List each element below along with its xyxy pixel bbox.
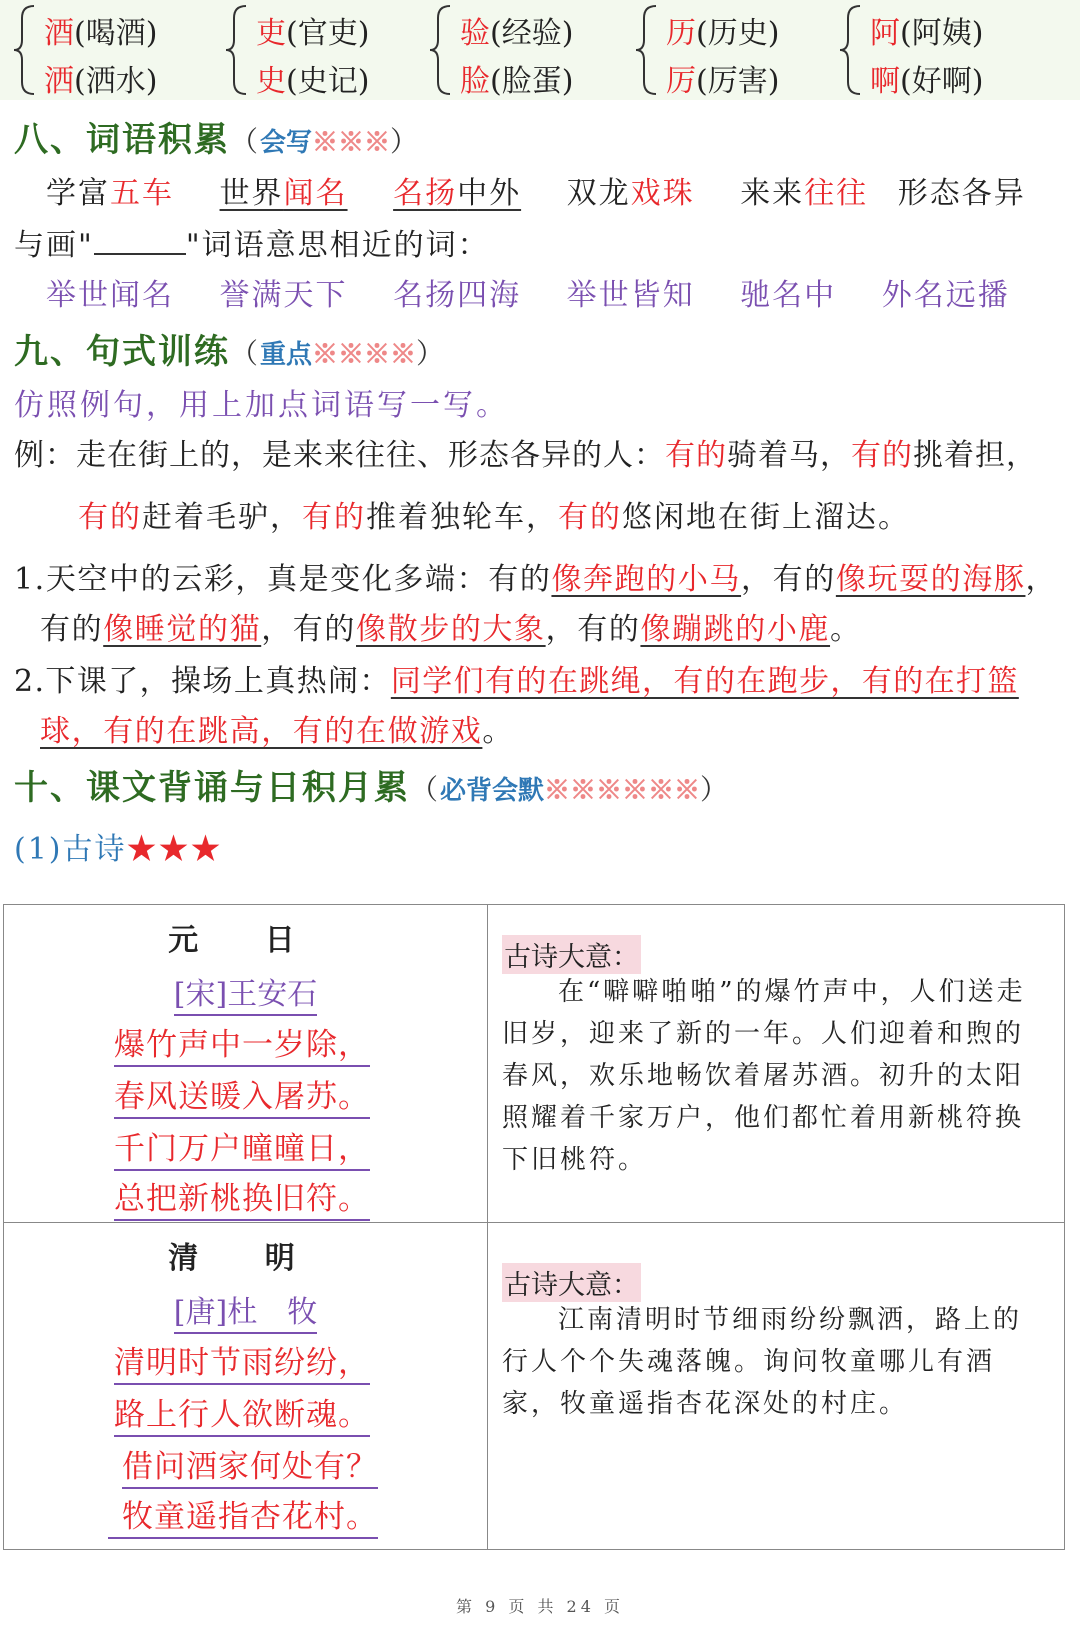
vocab-word: 学富五车 (46, 176, 174, 211)
poem-1-meaning-cell (488, 905, 1064, 1222)
pair-word-a: 历(历史) (666, 16, 780, 51)
pair-word-a: 酒(喝酒) (44, 16, 158, 51)
subsection-ancient-poems: (1)古诗★★★ (14, 832, 223, 867)
exercise-instruction: 仿照例句，用上加点词语写一写。 (14, 388, 509, 423)
vocab-word: 名扬中外 (393, 176, 522, 211)
synonym-word: 驰名中 (740, 278, 837, 313)
section-9-heading: 九、句式训练（重点※※※※） (14, 332, 447, 372)
pair-word-a: 阿(阿姨) (870, 16, 984, 51)
vocab-word: 形态各异 (897, 176, 1026, 211)
meaning-label: 古诗大意： (502, 1263, 641, 1302)
poem-author: [宋]王安石 (4, 969, 487, 1013)
synonym-prompt: 与画" "词语意思相近的词： (14, 228, 490, 263)
poem-table (3, 904, 1065, 1550)
poem-1-text-cell (4, 905, 487, 1222)
example-line-2: 有的赶着毛驴，有的推着独轮车，有的悠闲地在街上溜达。 (78, 500, 910, 535)
char-pairs-strip (0, 0, 1080, 100)
brace-icon (224, 4, 250, 96)
poem-line: 总把新桃换旧符。 (114, 1173, 370, 1221)
poem-line: 借问酒家何处有？ (122, 1441, 378, 1489)
example-line-1: 例：走在街上的，是来来往往、形态各异的人：有的骑着马，有的挑着担， (14, 438, 1037, 473)
poem-line: 清明时节雨纷纷， (114, 1337, 370, 1385)
vocab-word: 世界闻名 (219, 176, 348, 211)
synonym-word: 外名远播 (881, 278, 1010, 313)
pair-word-a: 吏(官吏) (256, 16, 370, 51)
brace-icon (838, 4, 864, 96)
synonym-word: 名扬四海 (393, 278, 522, 313)
synonym-word: 举世闻名 (46, 278, 174, 313)
question-1-line-2: 有的像睡觉的猫，有的像散步的大象，有的像蹦跳的小鹿。 (40, 612, 862, 647)
poem-author: [唐]杜 牧 (4, 1287, 487, 1331)
pair-word-b: 史(史记) (256, 64, 370, 99)
pair-word-b: 厉(厉害) (666, 64, 780, 99)
question-1-line-1: 1.天空中的云彩，真是变化多端：有的像奔跑的小马，有的像玩耍的海豚， (14, 562, 1058, 597)
synonym-word: 举世皆知 (566, 278, 695, 313)
vocab-word: 双龙戏珠 (566, 176, 695, 211)
pair-word-b: 啊(好啊) (870, 64, 984, 99)
poem-line: 牧童遥指杏花村。 (108, 1491, 378, 1539)
pair-word-b: 洒(洒水) (44, 64, 158, 99)
vocab-word: 来来往往 (740, 176, 869, 211)
poem-title: 清 明 (168, 1241, 323, 1276)
vocab-words-row (46, 168, 1026, 212)
poem-meaning: 江南清明时节细雨纷纷飘洒，路上的行人个个失魂落魄。询问牧童哪儿有酒家，牧童遥指杏花深处的村庄。 (502, 1305, 1023, 1419)
poem-title: 元 日 (168, 923, 323, 958)
brace-icon (428, 4, 454, 96)
blank-line (94, 227, 186, 255)
poem-2-meaning-cell (488, 1223, 1064, 1551)
meaning-label: 古诗大意： (502, 935, 641, 974)
poem-2-text-cell (4, 1223, 487, 1551)
synonym-word: 誉满天下 (219, 278, 348, 313)
section-8-heading: 八、词语积累（会写※※※） (14, 120, 421, 160)
poem-line: 路上行人欲断魂。 (114, 1389, 370, 1437)
question-2-line-1: 2.下课了，操场上真热闹：同学们有的在跳绳，有的在跑步，有的在打篮 (14, 664, 1019, 699)
section-10-heading: 十、课文背诵与日积月累（必背会默※※※※※※） (14, 768, 731, 808)
poem-line: 爆竹声中一岁除， (114, 1019, 370, 1067)
poem-line: 春风送暖入屠苏。 (114, 1071, 370, 1119)
page-footer: 第 9 页 共 24 页 (456, 1597, 624, 1616)
pair-word-a: 验(经验) (460, 16, 574, 51)
question-2-line-2: 球，有的在跳高，有的在做游戏。 (40, 714, 515, 749)
pair-word-b: 脸(脸蛋) (460, 64, 574, 99)
star-icon: ★★★ (126, 832, 223, 867)
poem-line: 千门万户曈曈日， (114, 1123, 370, 1171)
synonym-list (46, 270, 1010, 314)
brace-icon (12, 4, 38, 96)
poem-meaning: 在“噼噼啪啪”的爆竹声中，人们送走旧岁，迎来了新的一年。人们迎着和煦的春风，欢乐地畅饮着屠苏酒。初升的太阳照耀着千家万户，他们都忙着用新桃符换下旧桃符。 (502, 977, 1026, 1175)
brace-icon (634, 4, 660, 96)
